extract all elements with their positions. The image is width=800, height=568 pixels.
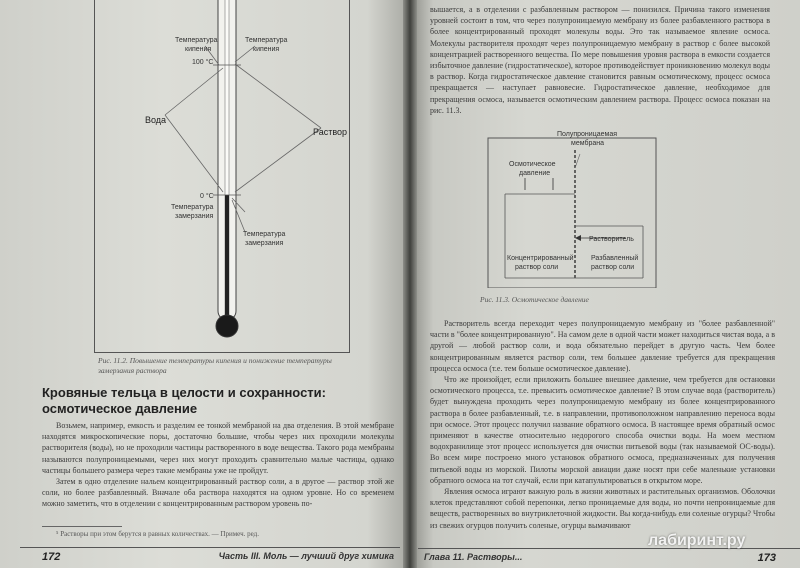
label-freezing-temp-2b: замерзания (245, 240, 284, 247)
page-number-left: 172 (42, 551, 61, 563)
paragraph: Возьмем, например, емкость и разделим ее тонкой мембраной на два отделения. В этой мембране находятся микроскопические поры, достаточно большие, чтобы через них проходили молекулы растворителя (воды), но не проходили частицы растворенного в воде вещества. Такого рода мембраны называются полупроницаемыми, через них могут проходить сравнительно малые частицы, однако частицы большего размера через такие мембраны уже не пройдут. (42, 421, 394, 475)
label-freezing-temp-1a: Температура (171, 204, 214, 211)
page-number-right: 173 (757, 552, 776, 564)
footnote-divider (42, 526, 122, 527)
label-boiling-temp-2b: кипения (253, 46, 280, 53)
label-boiling-temp-1a: Температура (175, 37, 218, 44)
paragraph: вышается, а в отделении с разбавленным раствором — понизился. Причина такого изменения уровней состоит в том, что через полупроницаемую мембрану из более разбавленного раствора в более концентрированный проходят молекулы воды. Это так называемое явление осмоса. Молекулы растворителя проходят через полупроницаемую мембрану в раствор с более высокой концентрацией растворенного вещества. По мере повышения уровня раствора в емкости создается избыточное давление (гидростатическое), которое противодействует проникновению молекул воды в раствор. Когда гидростатическое давление становится равным осмотическому, процесс осмоса прекращается — наступает равновесие. Гидростатическое давление, необходимое для прекращения осмоса, называется осмотическим давлением раствора. Процесс осмоса показан на рис. 11.3. (430, 5, 770, 115)
figure-caption-11-3: Рис. 11.3. Осмотическое давление (480, 295, 589, 304)
label-dilute-b: раствор соли (591, 264, 635, 271)
label-osmotic-a: Осмотическое (509, 161, 556, 168)
right-footer (418, 548, 800, 568)
watermark-logo: лабиринт.ру (648, 532, 746, 549)
label-freezing-temp-2a: Температура (243, 231, 286, 238)
paragraph: Затем в одно отделение нальем концентрированный раствор соли, а в другое — раствор этой же соли, но более разбавленный. Вначале оба раствора находятся на одном уровне. Но со временем можно заметить, что в отделении с концентрированным раствором уровень по- (42, 477, 394, 509)
label-solution: Раствор (313, 127, 348, 137)
paragraph: Явления осмоса играют важную роль в жизни животных и растительных организмов. Оболочки клеток представляют собой перепонки, легко проницаемые для воды, но почти непроницаемые для веществ, растворенных во внутриклеточной жидкости. Вы когда-нибудь ели соленые огурцы? Чтобы из свежих огурцов получить соленые, огурцы вымачивают (430, 487, 776, 530)
label-concentrated-a: Концентрированный (507, 255, 574, 262)
label-boiling-temp-2a: Температура (245, 37, 288, 44)
label-boiling-temp-1b: кипения (185, 46, 212, 53)
paragraph: Растворитель всегда переходит через полупроницаемую мембрану из "более разбавленной" части в "более концентрированную". На самом деле в одной части может находиться чистая вода, а в другой — любой раствор соли, и вода обязательно перейдет в другую часть. Чем более концентрированным является раствор соли, тем большее давление требуется для прекращения процесса осмоса (т.е. тем больше осмотическое давление). (430, 319, 776, 373)
label-membrane-b: мембрана (571, 140, 604, 147)
running-head-right: Глава 11. Растворы... (424, 552, 523, 562)
paragraph: Что же произойдет, если приложить большее внешнее давление, чем требуется для остановки осмотического процесса, т.е. превысить осмотическое давление? В этом случае вода (растворитель) будет вынуждена проходить через полупроницаемую мембрану из более концентрированного раствора в более разбавленный, т.е. в направлении, противоположном направлению переноса воды при осмосе. Этот процесс получил название обратного осмоса. В настоящее время обратный осмос применяют в качестве относительно недорогого способа очистки воды. На моем местном водохранилище этот процесс используется для очистки питьевой воды (так называемой ОС-воды). Во всем мире построено много установок обратного осмоса, предназначенных для получения питьевой воды из морской. Пилоты морской авиации даже носят при себе маленькие установки обратного осмоса на тот случай, если при катапультироваться в открытом море. (430, 375, 775, 485)
label-freezing-temp-1b: замерзания (175, 213, 214, 220)
book-gutter (403, 0, 417, 568)
label-water: Вода (145, 115, 167, 125)
label-solvent: Растворитель (589, 236, 634, 243)
footnote: ⁵ Растворы при этом берутся в равных количествах. — Примеч. ред. (56, 530, 259, 538)
right-body-text-bottom (430, 318, 775, 531)
running-head-left: Часть III. Моль — лучший друг химика (218, 551, 394, 561)
label-osmotic-b: давление (519, 170, 551, 177)
section-heading: Кровяные тельца в целости и сохранности: осмотическое давление (42, 385, 326, 416)
right-page (410, 0, 800, 568)
osmosis-figure (485, 128, 665, 288)
right-body-text-top (430, 4, 770, 116)
label-freezing-point: 0 °C (200, 193, 214, 200)
left-body-text (42, 420, 394, 510)
label-boiling-point: 100 °C (192, 59, 214, 66)
thermometer-diagram (95, 0, 349, 352)
label-concentrated-b: раствор соли (515, 264, 559, 271)
figure-caption-11-2: Рис. 11.2. Повышение температуры кипения и понижение температуры замерзания раствора (98, 356, 332, 375)
left-footer (20, 547, 400, 566)
label-membrane-a: Полупроницаемая (557, 131, 617, 138)
label-dilute-a: Разбавленный (591, 255, 639, 262)
thermometer-figure (94, 0, 350, 353)
